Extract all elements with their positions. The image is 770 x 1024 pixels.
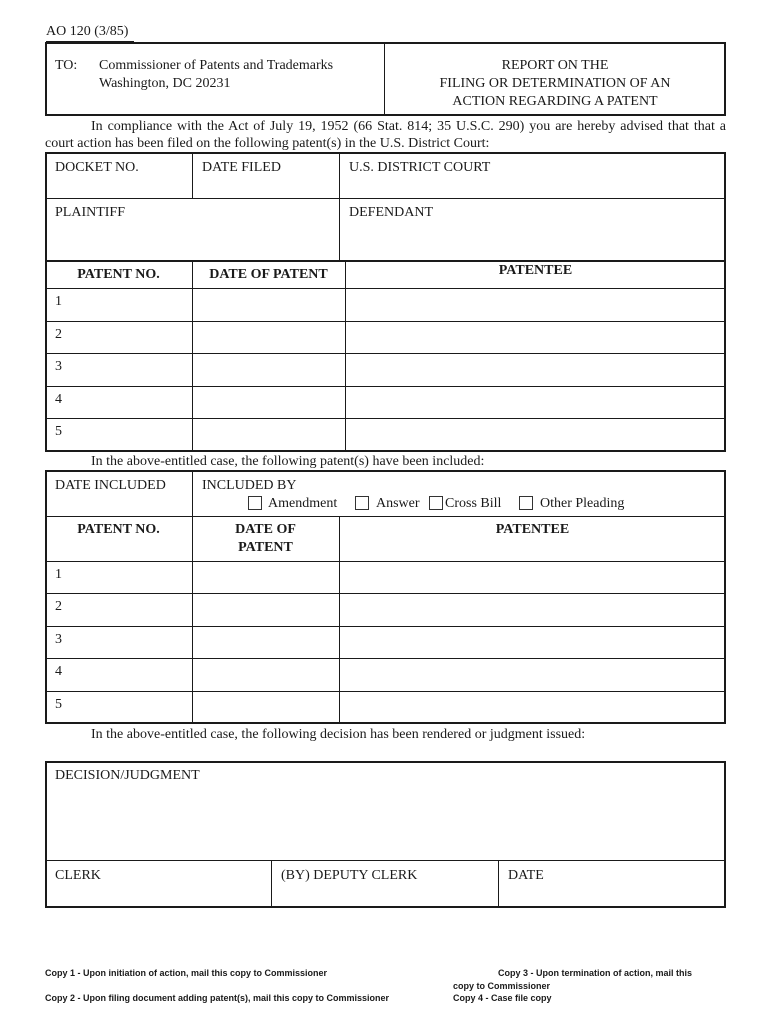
deputy-clerk-label: (BY) DEPUTY CLERK bbox=[281, 868, 418, 883]
patent-table-1-row-line bbox=[45, 321, 726, 322]
patent-table-1-row-line bbox=[45, 353, 726, 354]
decision-col-divider-2 bbox=[498, 860, 499, 908]
intro-paragraph: In compliance with the Act of July 19, 1952 (66 Stat. 814; 35 U.S.C. 290) you are hereby advised that that a court action has been filed on the following patent(s) in the U.S. District Court: bbox=[45, 119, 726, 151]
patent-table-1-row-number: 1 bbox=[55, 294, 62, 309]
copy-1-note: Copy 1 - Upon initiation of action, mail this copy to Commissioner bbox=[45, 968, 328, 978]
patent-table-2-row-number: 3 bbox=[55, 632, 62, 647]
decision-col-divider-1 bbox=[271, 860, 272, 908]
district-court-label: U.S. DISTRICT COURT bbox=[349, 160, 491, 175]
patent-table-1-row-line bbox=[45, 288, 726, 289]
form-code: AO 120 (3/85) bbox=[46, 24, 134, 42]
patent-table-1-row-number: 4 bbox=[55, 392, 62, 407]
case-col-divider-1 bbox=[192, 152, 193, 198]
other-pleading-label: Other Pleading bbox=[540, 496, 625, 511]
copy-2-note: Copy 2 - Upon filing document adding patent(s), mail this copy to Commissioner bbox=[45, 993, 390, 1003]
cross-bill-label: Cross Bill bbox=[445, 496, 502, 511]
decision-intro: In the above-entitled case, the following decision has been rendered or judgment issued: bbox=[91, 727, 586, 742]
copy-3-note-1: Copy 3 - Upon termination of action, mail this bbox=[498, 968, 693, 978]
date-label: DATE bbox=[508, 868, 544, 883]
copy-3-note-2: copy to Commissioner bbox=[453, 981, 551, 991]
patent-table-1-header-patentee: PATENTEE bbox=[498, 263, 573, 278]
patent-table-2-header-date-1: DATE OF bbox=[235, 522, 296, 537]
date-included-label: DATE INCLUDED bbox=[55, 478, 166, 493]
plaintiff-label: PLAINTIFF bbox=[55, 205, 126, 220]
cross-bill-checkbox[interactable] bbox=[429, 496, 443, 510]
answer-checkbox[interactable] bbox=[355, 496, 369, 510]
defendant-label: DEFENDANT bbox=[349, 205, 433, 220]
copy-4-note: Copy 4 - Case file copy bbox=[453, 993, 552, 1003]
patent-table-2-row-line bbox=[45, 626, 726, 627]
date-filed-label: DATE FILED bbox=[202, 160, 281, 175]
included-intro: In the above-entitled case, the following patent(s) have been included: bbox=[91, 454, 485, 469]
patent-table-2-row-number: 5 bbox=[55, 697, 62, 712]
clerk-label: CLERK bbox=[55, 868, 101, 883]
patent-table-2-row-number: 1 bbox=[55, 567, 62, 582]
patent-table-1-row-number: 2 bbox=[55, 327, 62, 342]
decision-row-divider bbox=[45, 860, 726, 861]
to-label: TO: bbox=[55, 58, 78, 73]
patent-table-2-row-number: 2 bbox=[55, 599, 62, 614]
report-title-3: ACTION REGARDING A PATENT bbox=[452, 94, 658, 109]
decision-judgment-label: DECISION/JUDGMENT bbox=[55, 768, 200, 783]
amendment-checkbox[interactable] bbox=[248, 496, 262, 510]
report-title-1: REPORT ON THE bbox=[501, 58, 609, 73]
to-line-2: Washington, DC 20231 bbox=[99, 76, 231, 91]
patent-table-2-header-date-2: PATENT bbox=[238, 540, 293, 555]
included-col-divider bbox=[192, 470, 193, 724]
patent-table-1-row-number: 3 bbox=[55, 359, 62, 374]
patent-table-1-row-line bbox=[45, 386, 726, 387]
included-by-label: INCLUDED BY bbox=[202, 478, 297, 493]
report-title-2: FILING OR DETERMINATION OF AN bbox=[439, 76, 671, 91]
case-row-divider bbox=[45, 198, 726, 199]
patent-table-2-row-line bbox=[45, 561, 726, 562]
patent-table-2-header-patentee: PATENTEE bbox=[495, 522, 570, 537]
answer-label: Answer bbox=[376, 496, 420, 511]
patent-table-1-header-patent-no: PATENT NO. bbox=[77, 267, 160, 282]
included-row-divider bbox=[45, 516, 726, 517]
patent-table-1-row-line bbox=[45, 418, 726, 419]
patent-table-2-row-line bbox=[45, 658, 726, 659]
patent-table-1-row-number: 5 bbox=[55, 424, 62, 439]
docket-no-label: DOCKET NO. bbox=[55, 160, 139, 175]
amendment-label: Amendment bbox=[268, 496, 338, 511]
to-line-1: Commissioner of Patents and Trademarks bbox=[99, 58, 334, 73]
patent-table-2-col-2 bbox=[339, 516, 340, 724]
case-col-divider-2 bbox=[339, 152, 340, 262]
patent-table-2-row-line bbox=[45, 691, 726, 692]
other-pleading-checkbox[interactable] bbox=[519, 496, 533, 510]
patent-table-2-row-line bbox=[45, 593, 726, 594]
patent-table-2-header-patent-no: PATENT NO. bbox=[77, 522, 160, 537]
patent-table-2-row-number: 4 bbox=[55, 664, 62, 679]
patent-table-1-header-date: DATE OF PATENT bbox=[209, 267, 328, 282]
